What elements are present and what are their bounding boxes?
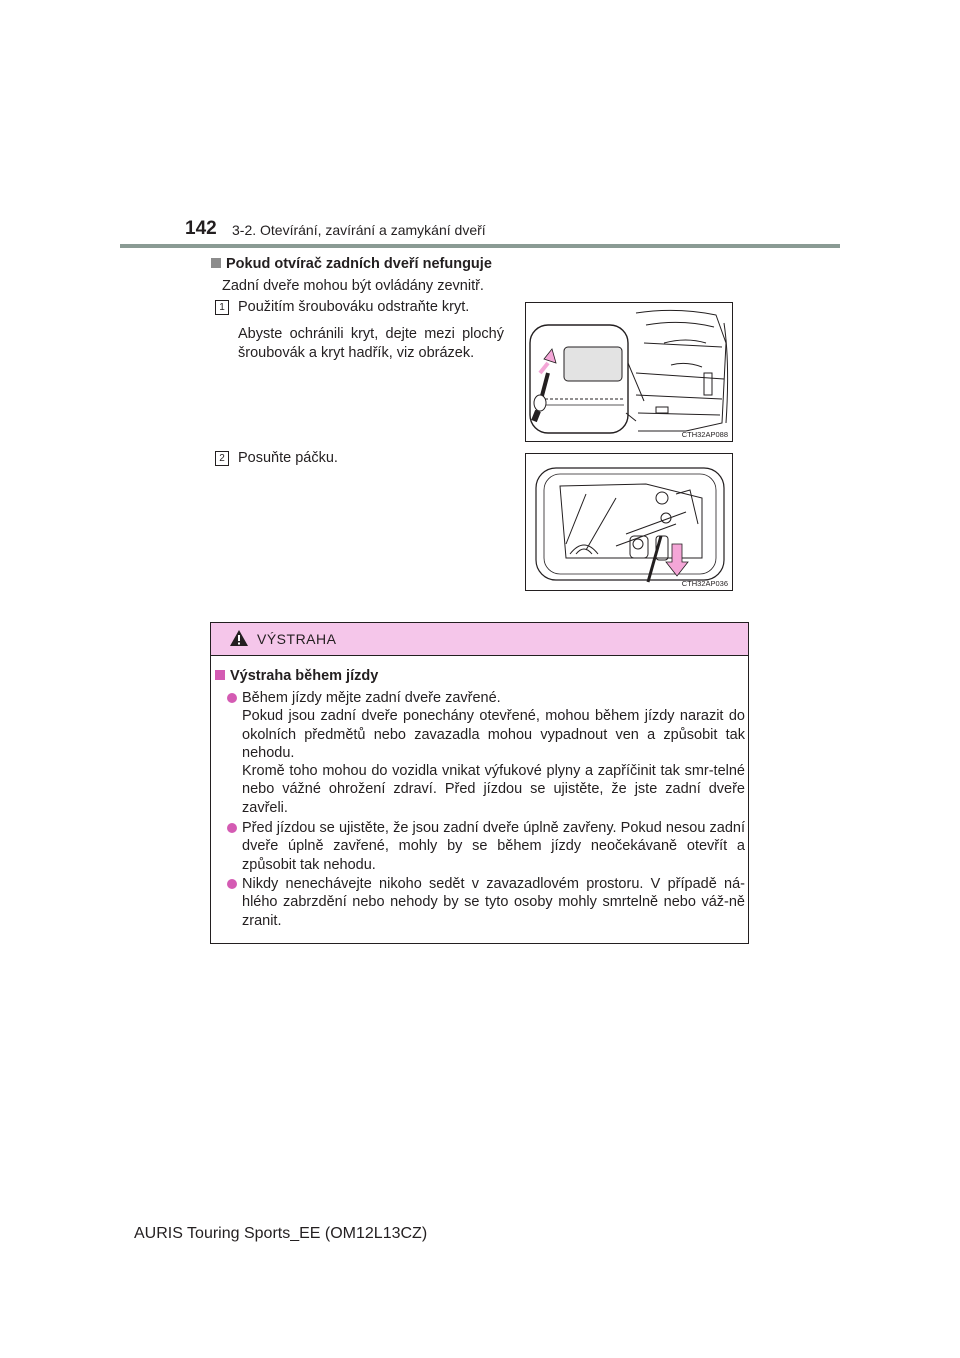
warning-title: VÝSTRAHA — [257, 631, 337, 647]
figure-code-2: CTH32AP036 — [681, 579, 728, 588]
warning-bullet-1 — [227, 689, 745, 817]
warning-bullet-2 — [227, 819, 745, 874]
page-number: 142 — [185, 218, 217, 239]
warning-subheading — [215, 668, 378, 684]
warning-bullet-text: Během jízdy mějte zadní dveře zavřené. Pokud jsou zadní dveře ponechány otevřené, mohou během jízdy narazit do okolních předmětů nebo zavazadla mohou vypadnout ven a způsobit tak nehodu. Kromě toho mohou do vozidla vnikat výfukové plyny a zapříčinit tak smr-telné nebo vážné ohrožení zdraví. Před jízdou se ujistěte, že jste zadní dveře zavřeli. — [242, 690, 745, 816]
step-1-text: Použitím šroubováku odstraňte kryt. — [238, 299, 470, 315]
step-number-2: 2 — [215, 451, 229, 466]
step-1-note: Abyste ochránili kryt, dejte mezi plochý šroubovák a kryt hadřík, viz obrázek. — [238, 326, 504, 361]
tailgate-cover-illustration — [526, 303, 732, 441]
figure-step-2 — [525, 453, 733, 591]
square-bullet-icon — [211, 258, 221, 268]
lever-illustration — [526, 454, 732, 590]
warning-bullet-text: Nikdy nenechávejte nikoho sedět v zavazadlovém prostoru. V případě ná-hlého zabrzdění nebo nehody by se tyto osoby mohly smrtelně nebo váž-ně zranit. — [242, 876, 745, 929]
footer-text: AURIS Touring Sports_EE (OM12L13CZ) — [134, 1225, 428, 1242]
figure-code-1: CTH32AP088 — [681, 430, 728, 439]
warning-box — [210, 622, 749, 944]
intro-text: Zadní dveře mohou být ovládány zevnitř. — [222, 278, 484, 294]
step-number-1: 1 — [215, 300, 229, 315]
warning-triangle-icon — [229, 629, 249, 647]
header-rule — [120, 244, 840, 248]
section-title: 3-2. Otevírání, zavírání a zamykání dveří — [232, 222, 486, 238]
warning-subheading-text: Výstraha během jízdy — [230, 668, 379, 684]
warning-bullet-3 — [227, 875, 745, 930]
square-bullet-icon — [215, 670, 225, 680]
section-heading-text: Pokud otvírač zadních dveří nefunguje — [226, 256, 492, 272]
bullet-dot-icon — [227, 879, 237, 889]
section-heading — [211, 256, 492, 272]
bullet-dot-icon — [227, 693, 237, 703]
figure-step-1 — [525, 302, 733, 442]
bullet-dot-icon — [227, 823, 237, 833]
step-2-text: Posuňte páčku. — [238, 450, 338, 466]
warning-bullet-text: Před jízdou se ujistěte, že jsou zadní dveře úplně zavřeny. Pokud nesou zadní dveře úplně zavřené, mohly by se během jízdy neočekávaně otevřít a způsobit tak nehodu. — [242, 820, 745, 873]
warning-header — [211, 623, 748, 656]
